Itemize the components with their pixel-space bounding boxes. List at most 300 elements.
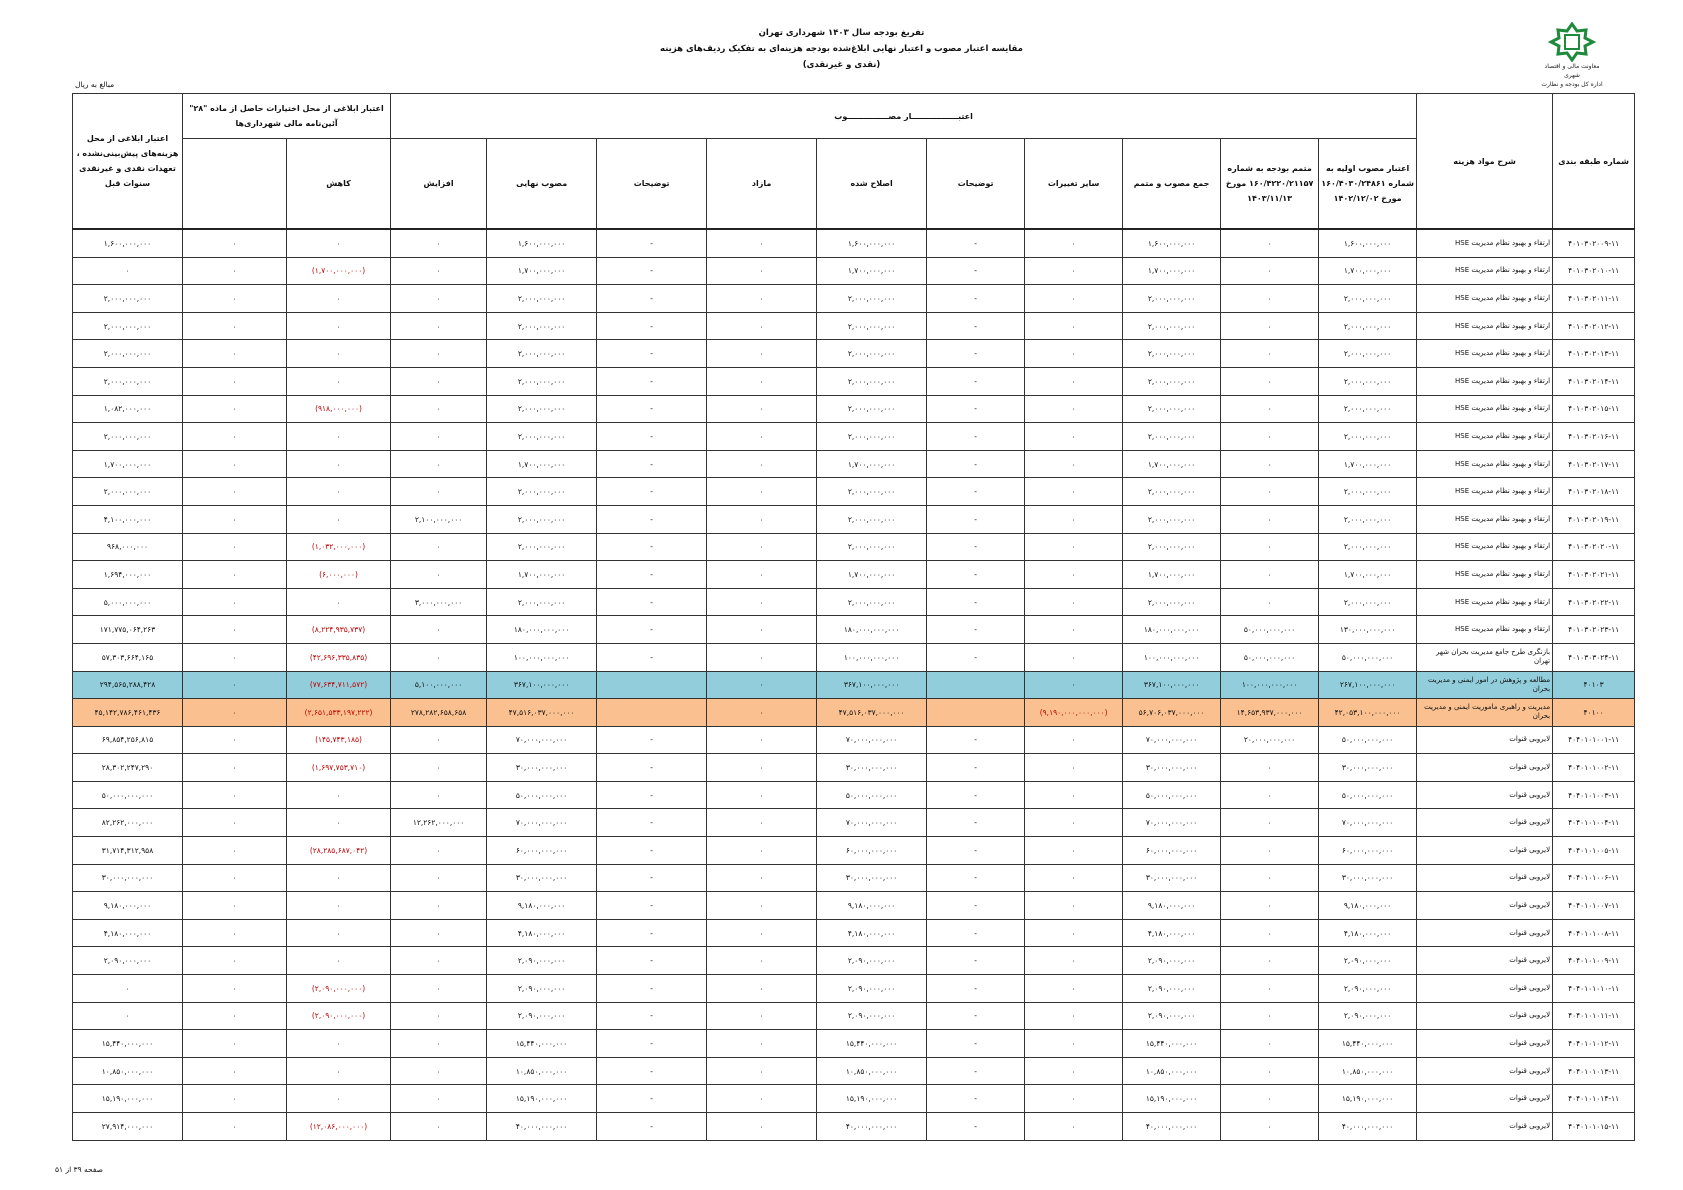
cell-final-credit: ۹,۱۸۰,۰۰۰,۰۰۰ — [73, 892, 183, 920]
cell-notes-1: - — [927, 285, 1025, 313]
cell-initial: ۲,۰۹۰,۰۰۰,۰۰۰ — [1319, 1002, 1417, 1030]
cell-supplement: ۰ — [1221, 975, 1319, 1003]
cell-increase: ۰ — [391, 285, 487, 313]
cell-supplement: ۰ — [1221, 781, 1319, 809]
cell-supplement: ۰ — [1221, 340, 1319, 368]
cell-other-changes: ۰ — [1025, 450, 1123, 478]
cell-prior-commitments: ۰ — [183, 367, 287, 395]
cell-amended: ۳۶۷,۱۰۰,۰۰۰,۰۰۰ — [817, 671, 927, 699]
cell-sum: ۲,۰۰۰,۰۰۰,۰۰۰ — [1123, 285, 1221, 313]
cell-sum: ۲,۰۰۰,۰۰۰,۰۰۰ — [1123, 423, 1221, 451]
cell-final-credit: ۰ — [73, 975, 183, 1003]
col-header-supplement: متمم بودجه به شماره ۱۶۰/۴۲۲۰/۲۱۱۵۷ مورخ ۱۴۰۳/۱۱/۱۳ — [1221, 139, 1319, 230]
cell-initial: ۴,۱۸۰,۰۰۰,۰۰۰ — [1319, 919, 1417, 947]
cell-prior-commitments: ۰ — [183, 423, 287, 451]
cell-supplement: ۰ — [1221, 1085, 1319, 1113]
cell-notes-1: - — [927, 1030, 1025, 1058]
cell-prior-commitments: ۰ — [183, 312, 287, 340]
cell-notes-2: - — [597, 616, 707, 644]
cell-prior-commitments: ۰ — [183, 809, 287, 837]
cell-sum: ۱۸۰,۰۰۰,۰۰۰,۰۰۰ — [1123, 616, 1221, 644]
cell-initial: ۱۰,۸۵۰,۰۰۰,۰۰۰ — [1319, 1057, 1417, 1085]
cell-increase: ۰ — [391, 1002, 487, 1030]
cell-notes-1: - — [927, 781, 1025, 809]
cell-surplus: ۰ — [707, 229, 817, 257]
cell-other-changes: ۰ — [1025, 505, 1123, 533]
cell-decrease: (۷۷,۶۳۴,۷۱۱,۵۷۲) — [287, 671, 391, 699]
cell-notes-2: - — [597, 726, 707, 754]
cell-notes-1: - — [927, 837, 1025, 865]
cell-initial: ۲,۰۰۰,۰۰۰,۰۰۰ — [1319, 478, 1417, 506]
cell-prior-commitments: ۰ — [183, 257, 287, 285]
cell-surplus: ۰ — [707, 1113, 817, 1141]
cell-notes-2: - — [597, 1002, 707, 1030]
cell-final-credit: ۶۹,۸۵۴,۲۵۶,۸۱۵ — [73, 726, 183, 754]
cell-prior-commitments: ۰ — [183, 919, 287, 947]
cell-increase: ۰ — [391, 423, 487, 451]
logo-caption-2: اداره کل بودجه و نظارت — [1541, 81, 1603, 88]
cell-final-credit: ۱,۰۸۲,۰۰۰,۰۰۰ — [73, 395, 183, 423]
cell-final-credit: ۱,۷۰۰,۰۰۰,۰۰۰ — [73, 450, 183, 478]
table-row — [73, 671, 1635, 699]
cell-increase: ۳,۰۰۰,۰۰۰,۰۰۰ — [391, 588, 487, 616]
cell-increase: ۵,۱۰۰,۰۰۰,۰۰۰ — [391, 671, 487, 699]
cell-prior-commitments: ۰ — [183, 754, 287, 782]
cell-initial: ۱,۷۰۰,۰۰۰,۰۰۰ — [1319, 257, 1417, 285]
cell-description: لایروبی قنوات — [1417, 864, 1553, 892]
cell-prior-commitments: ۰ — [183, 1057, 287, 1085]
cell-prior-commitments: ۰ — [183, 395, 287, 423]
col-group-approved: اعتبـــــــــــــــــار مصـــــــــــــــوب — [391, 94, 1417, 139]
cell-increase: ۰ — [391, 781, 487, 809]
cell-notes-1: - — [927, 533, 1025, 561]
cell-other-changes: ۰ — [1025, 864, 1123, 892]
cell-other-changes: ۰ — [1025, 588, 1123, 616]
cell-final-approved: ۹,۱۸۰,۰۰۰,۰۰۰ — [487, 892, 597, 920]
cell-initial: ۵۰,۰۰۰,۰۰۰,۰۰۰ — [1319, 643, 1417, 671]
cell-prior-commitments: ۰ — [183, 1085, 287, 1113]
cell-description: ارتقاء و بهبود نظام مدیریت HSE — [1417, 395, 1553, 423]
cell-prior-commitments: ۰ — [183, 478, 287, 506]
cell-decrease: (۱,۷۰۰,۰۰۰,۰۰۰) — [287, 257, 391, 285]
cell-final-approved: ۲,۰۹۰,۰۰۰,۰۰۰ — [487, 947, 597, 975]
cell-description: لایروبی قنوات — [1417, 1002, 1553, 1030]
cell-notes-1: - — [927, 616, 1025, 644]
cell-other-changes: ۰ — [1025, 285, 1123, 313]
cell-notes-1: - — [927, 505, 1025, 533]
cell-prior-commitments: ۰ — [183, 643, 287, 671]
cell-amended: ۲,۰۰۰,۰۰۰,۰۰۰ — [817, 533, 927, 561]
table-row — [73, 395, 1635, 423]
table-row — [73, 919, 1635, 947]
cell-prior-commitments: ۰ — [183, 340, 287, 368]
cell-other-changes: ۰ — [1025, 643, 1123, 671]
cell-other-changes: ۰ — [1025, 616, 1123, 644]
cell-code: ۴۰۱۰۳۰۲۰۱۳-۱۱ — [1553, 340, 1635, 368]
cell-sum: ۳۰,۰۰۰,۰۰۰,۰۰۰ — [1123, 864, 1221, 892]
cell-notes-2: - — [597, 533, 707, 561]
cell-code: ۴۰۱۰۳۰۲۰۲۰-۱۱ — [1553, 533, 1635, 561]
cell-increase: ۰ — [391, 754, 487, 782]
cell-initial: ۲,۰۹۰,۰۰۰,۰۰۰ — [1319, 947, 1417, 975]
cell-prior-commitments: ۰ — [183, 864, 287, 892]
cell-increase: ۰ — [391, 837, 487, 865]
cell-amended: ۱۵,۴۴۰,۰۰۰,۰۰۰ — [817, 1030, 927, 1058]
cell-surplus: ۰ — [707, 340, 817, 368]
col-header-notes-1: توضیحات — [927, 139, 1025, 230]
cell-prior-commitments: ۰ — [183, 1030, 287, 1058]
cell-code: ۴۰۱۰۳۰۲۰۲۱-۱۱ — [1553, 561, 1635, 589]
cell-decrease: (۲,۶۵۱,۵۳۳,۱۹۷,۲۲۲) — [287, 699, 391, 727]
cell-description: ارتقاء و بهبود نظام مدیریت HSE — [1417, 229, 1553, 257]
cell-sum: ۴۰,۰۰۰,۰۰۰,۰۰۰ — [1123, 1113, 1221, 1141]
cell-sum: ۲,۰۹۰,۰۰۰,۰۰۰ — [1123, 975, 1221, 1003]
cell-description: لایروبی قنوات — [1417, 947, 1553, 975]
cell-notes-2: - — [597, 395, 707, 423]
cell-notes-2: - — [597, 1085, 707, 1113]
cell-code: ۴۰۱۰۳۰۲۰۰۹-۱۱ — [1553, 229, 1635, 257]
cell-final-approved: ۱,۶۰۰,۰۰۰,۰۰۰ — [487, 229, 597, 257]
col-header-description: شرح مواد هزینه — [1417, 94, 1553, 230]
cell-description: ارتقاء و بهبود نظام مدیریت HSE — [1417, 285, 1553, 313]
cell-supplement: ۲۰,۰۰۰,۰۰۰,۰۰۰ — [1221, 726, 1319, 754]
cell-surplus: ۰ — [707, 478, 817, 506]
cell-surplus: ۰ — [707, 533, 817, 561]
cell-supplement: ۰ — [1221, 588, 1319, 616]
cell-notes-2: - — [597, 367, 707, 395]
cell-notes-1: - — [927, 1002, 1025, 1030]
cell-increase: ۰ — [391, 726, 487, 754]
cell-increase: ۰ — [391, 947, 487, 975]
cell-supplement: ۰ — [1221, 1057, 1319, 1085]
cell-increase: ۲,۱۰۰,۰۰۰,۰۰۰ — [391, 505, 487, 533]
cell-prior-commitments: ۰ — [183, 837, 287, 865]
cell-prior-commitments: ۰ — [183, 229, 287, 257]
cell-other-changes: ۰ — [1025, 340, 1123, 368]
cell-decrease: ۰ — [287, 1057, 391, 1085]
cell-final-approved: ۱۵,۱۹۰,۰۰۰,۰۰۰ — [487, 1085, 597, 1113]
table-row — [73, 229, 1635, 257]
cell-sum: ۱۵,۱۹۰,۰۰۰,۰۰۰ — [1123, 1085, 1221, 1113]
cell-description: ارتقاء و بهبود نظام مدیریت HSE — [1417, 478, 1553, 506]
table-row — [73, 423, 1635, 451]
cell-other-changes: ۰ — [1025, 257, 1123, 285]
cell-supplement: ۰ — [1221, 892, 1319, 920]
cell-final-credit: ۵۷,۳۰۳,۶۶۴,۱۶۵ — [73, 643, 183, 671]
cell-other-changes: ۰ — [1025, 919, 1123, 947]
cell-description: مطالعه و پژوهش در امور ایمنی و مدیریت بحران — [1417, 671, 1553, 699]
cell-decrease: ۰ — [287, 588, 391, 616]
cell-initial: ۴۰,۰۰۰,۰۰۰,۰۰۰ — [1319, 1113, 1417, 1141]
cell-description: ارتقاء و بهبود نظام مدیریت HSE — [1417, 533, 1553, 561]
cell-other-changes: ۰ — [1025, 671, 1123, 699]
table-row — [73, 892, 1635, 920]
cell-initial: ۲,۰۰۰,۰۰۰,۰۰۰ — [1319, 340, 1417, 368]
cell-prior-commitments: ۰ — [183, 671, 287, 699]
cell-initial: ۱,۷۰۰,۰۰۰,۰۰۰ — [1319, 450, 1417, 478]
cell-notes-1: - — [927, 561, 1025, 589]
cell-supplement: ۱۰۰,۰۰۰,۰۰۰,۰۰۰ — [1221, 671, 1319, 699]
cell-other-changes: ۰ — [1025, 1057, 1123, 1085]
cell-description: لایروبی قنوات — [1417, 726, 1553, 754]
cell-other-changes: ۰ — [1025, 1085, 1123, 1113]
cell-code: ۴۰۱۰۳ — [1553, 671, 1635, 699]
cell-prior-commitments: ۰ — [183, 285, 287, 313]
col-header-sum: جمع مصوب و متمم — [1123, 139, 1221, 230]
cell-sum: ۲,۰۰۰,۰۰۰,۰۰۰ — [1123, 395, 1221, 423]
cell-amended: ۲,۰۰۰,۰۰۰,۰۰۰ — [817, 423, 927, 451]
cell-final-approved: ۳۰,۰۰۰,۰۰۰,۰۰۰ — [487, 754, 597, 782]
cell-description: ارتقاء و بهبود نظام مدیریت HSE — [1417, 561, 1553, 589]
cell-amended: ۲,۰۰۰,۰۰۰,۰۰۰ — [817, 478, 927, 506]
cell-increase: ۰ — [391, 561, 487, 589]
col-header-increase: افزایش — [391, 139, 487, 230]
cell-final-approved: ۱,۷۰۰,۰۰۰,۰۰۰ — [487, 257, 597, 285]
cell-other-changes: ۰ — [1025, 781, 1123, 809]
cell-amended: ۱۵,۱۹۰,۰۰۰,۰۰۰ — [817, 1085, 927, 1113]
cell-final-credit: ۲,۰۰۰,۰۰۰,۰۰۰ — [73, 367, 183, 395]
cell-supplement: ۰ — [1221, 312, 1319, 340]
cell-other-changes: ۰ — [1025, 975, 1123, 1003]
budget-table-body — [73, 229, 1635, 1140]
cell-final-credit: ۱۵,۱۹۰,۰۰۰,۰۰۰ — [73, 1085, 183, 1113]
cell-prior-commitments: ۰ — [183, 781, 287, 809]
cell-description: لایروبی قنوات — [1417, 892, 1553, 920]
cell-increase: ۰ — [391, 367, 487, 395]
cell-code: ۴۰۴۰۱۰۱۰۰۷-۱۱ — [1553, 892, 1635, 920]
cell-notes-1: - — [927, 312, 1025, 340]
cell-notes-2: - — [597, 781, 707, 809]
cell-initial: ۲,۰۰۰,۰۰۰,۰۰۰ — [1319, 588, 1417, 616]
cell-supplement: ۰ — [1221, 864, 1319, 892]
cell-notes-2: - — [597, 505, 707, 533]
cell-code: ۴۰۴۰۱۰۱۰۰۴-۱۱ — [1553, 809, 1635, 837]
cell-decrease: ۰ — [287, 892, 391, 920]
cell-description: ارتقاء و بهبود نظام مدیریت HSE — [1417, 423, 1553, 451]
cell-decrease: ۰ — [287, 478, 391, 506]
table-row — [73, 975, 1635, 1003]
currency-unit-note: مبالغ به ریال — [75, 80, 115, 89]
cell-notes-2: - — [597, 229, 707, 257]
table-row — [73, 947, 1635, 975]
table-row — [73, 1002, 1635, 1030]
cell-amended: ۱۰۰,۰۰۰,۰۰۰,۰۰۰ — [817, 643, 927, 671]
cell-code: ۴۰۴۰۱۰۱۰۰۱-۱۱ — [1553, 726, 1635, 754]
cell-notes-2: - — [597, 588, 707, 616]
cell-description: ارتقاء و بهبود نظام مدیریت HSE — [1417, 367, 1553, 395]
cell-decrease: ۰ — [287, 809, 391, 837]
cell-other-changes: ۰ — [1025, 947, 1123, 975]
col-header-final-approved: مصوب نهایی — [487, 139, 597, 230]
logo-caption-1: معاونت مالی و اقتصاد شهری — [1544, 63, 1600, 79]
cell-decrease: ۰ — [287, 1030, 391, 1058]
cell-sum: ۳۶۷,۱۰۰,۰۰۰,۰۰۰ — [1123, 671, 1221, 699]
cell-sum: ۳۰,۰۰۰,۰۰۰,۰۰۰ — [1123, 754, 1221, 782]
cell-notes-2 — [597, 671, 707, 699]
cell-notes-1: - — [927, 864, 1025, 892]
cell-final-credit: ۰ — [73, 1002, 183, 1030]
cell-final-approved: ۱۵,۴۴۰,۰۰۰,۰۰۰ — [487, 1030, 597, 1058]
cell-supplement: ۰ — [1221, 809, 1319, 837]
cell-surplus: ۰ — [707, 643, 817, 671]
cell-notes-2: - — [597, 837, 707, 865]
cell-amended: ۴,۱۸۰,۰۰۰,۰۰۰ — [817, 919, 927, 947]
table-row — [73, 837, 1635, 865]
cell-amended: ۹,۱۸۰,۰۰۰,۰۰۰ — [817, 892, 927, 920]
cell-final-credit: ۲۹۴,۵۶۵,۲۸۸,۴۲۸ — [73, 671, 183, 699]
cell-amended: ۲,۰۹۰,۰۰۰,۰۰۰ — [817, 975, 927, 1003]
cell-notes-2: - — [597, 285, 707, 313]
cell-notes-2: - — [597, 975, 707, 1003]
cell-final-credit: ۲,۰۹۰,۰۰۰,۰۰۰ — [73, 947, 183, 975]
cell-initial: ۴۲,۰۵۳,۱۰۰,۰۰۰,۰۰۰ — [1319, 699, 1417, 727]
cell-code: ۴۰۴۰۱۰۱۰۱۰-۱۱ — [1553, 975, 1635, 1003]
cell-final-approved: ۶۰,۰۰۰,۰۰۰,۰۰۰ — [487, 837, 597, 865]
table-row — [73, 1113, 1635, 1141]
cell-final-credit: ۲۸,۳۰۲,۲۴۷,۲۹۰ — [73, 754, 183, 782]
cell-initial: ۲,۰۰۰,۰۰۰,۰۰۰ — [1319, 423, 1417, 451]
cell-final-approved: ۷۰,۰۰۰,۰۰۰,۰۰۰ — [487, 809, 597, 837]
table-row — [73, 781, 1635, 809]
cell-sum: ۲,۰۰۰,۰۰۰,۰۰۰ — [1123, 367, 1221, 395]
cell-decrease: ۰ — [287, 423, 391, 451]
cell-surplus: ۰ — [707, 1057, 817, 1085]
cell-description: ارتقاء و بهبود نظام مدیریت HSE — [1417, 340, 1553, 368]
cell-notes-1: - — [927, 257, 1025, 285]
cell-sum: ۹,۱۸۰,۰۰۰,۰۰۰ — [1123, 892, 1221, 920]
cell-initial: ۱,۶۰۰,۰۰۰,۰۰۰ — [1319, 229, 1417, 257]
cell-final-credit: ۳۱,۷۱۴,۳۱۲,۹۵۸ — [73, 837, 183, 865]
cell-notes-1 — [927, 671, 1025, 699]
cell-decrease: (۶,۰۰۰,۰۰۰) — [287, 561, 391, 589]
cell-final-credit: ۱,۶۰۰,۰۰۰,۰۰۰ — [73, 229, 183, 257]
cell-amended: ۲,۰۰۰,۰۰۰,۰۰۰ — [817, 367, 927, 395]
cell-final-approved: ۱,۷۰۰,۰۰۰,۰۰۰ — [487, 561, 597, 589]
cell-decrease: (۱۲,۰۸۶,۰۰۰,۰۰۰) — [287, 1113, 391, 1141]
cell-initial: ۲,۰۹۰,۰۰۰,۰۰۰ — [1319, 975, 1417, 1003]
report-title: تفریغ بودجه سال ۱۴۰۳ شهرداری تهران — [758, 28, 925, 38]
cell-other-changes: ۰ — [1025, 1113, 1123, 1141]
cell-final-approved: ۲,۰۰۰,۰۰۰,۰۰۰ — [487, 312, 597, 340]
cell-increase: ۲۷۸,۲۸۲,۶۵۸,۶۵۸ — [391, 699, 487, 727]
page-number: صفحه ۳۹ از ۵۱ — [55, 1165, 104, 1174]
cell-prior-commitments: ۰ — [183, 533, 287, 561]
cell-initial: ۵۰,۰۰۰,۰۰۰,۰۰۰ — [1319, 726, 1417, 754]
cell-other-changes: ۰ — [1025, 837, 1123, 865]
cell-initial: ۹,۱۸۰,۰۰۰,۰۰۰ — [1319, 892, 1417, 920]
cell-amended: ۳۰,۰۰۰,۰۰۰,۰۰۰ — [817, 864, 927, 892]
cell-decrease: ۰ — [287, 285, 391, 313]
cell-surplus: ۰ — [707, 947, 817, 975]
cell-prior-commitments: ۰ — [183, 726, 287, 754]
cell-increase: ۰ — [391, 1057, 487, 1085]
cell-supplement: ۰ — [1221, 1113, 1319, 1141]
cell-increase: ۱۲,۲۶۲,۰۰۰,۰۰۰ — [391, 809, 487, 837]
cell-final-credit: ۱۷۱,۷۷۵,۰۶۴,۲۶۳ — [73, 616, 183, 644]
cell-notes-1: - — [927, 588, 1025, 616]
cell-final-credit: ۱۵,۴۴۰,۰۰۰,۰۰۰ — [73, 1030, 183, 1058]
cell-notes-2 — [597, 699, 707, 727]
cell-final-credit: ۸۲,۲۶۲,۰۰۰,۰۰۰ — [73, 809, 183, 837]
cell-description: بازنگری طرح جامع مدیریت بحران شهر تهران — [1417, 643, 1553, 671]
table-row — [73, 367, 1635, 395]
col-group-article28: اعتبار ابلاغی از محل اختیارات حاصل از ماده "۲۸" آئین‌نامه مالی شهرداری‌ها — [183, 94, 391, 139]
cell-amended: ۲,۰۰۰,۰۰۰,۰۰۰ — [817, 285, 927, 313]
cell-sum: ۴,۱۸۰,۰۰۰,۰۰۰ — [1123, 919, 1221, 947]
cell-final-approved: ۱۸۰,۰۰۰,۰۰۰,۰۰۰ — [487, 616, 597, 644]
cell-final-credit: ۴,۱۰۰,۰۰۰,۰۰۰ — [73, 505, 183, 533]
cell-other-changes: ۰ — [1025, 754, 1123, 782]
cell-notes-1: - — [927, 1057, 1025, 1085]
cell-initial: ۱,۷۰۰,۰۰۰,۰۰۰ — [1319, 561, 1417, 589]
cell-description: لایروبی قنوات — [1417, 809, 1553, 837]
cell-sum: ۵۶,۷۰۶,۰۳۷,۰۰۰,۰۰۰ — [1123, 699, 1221, 727]
cell-surplus: ۰ — [707, 312, 817, 340]
cell-initial: ۷۰,۰۰۰,۰۰۰,۰۰۰ — [1319, 809, 1417, 837]
cell-supplement: ۰ — [1221, 561, 1319, 589]
cell-other-changes: ۰ — [1025, 1030, 1123, 1058]
cell-sum: ۲,۰۰۰,۰۰۰,۰۰۰ — [1123, 505, 1221, 533]
cell-description: مدیریت و راهبری ماموریت ایمنی و مدیریت بحران — [1417, 699, 1553, 727]
report-titles — [0, 25, 1683, 73]
cell-increase: ۰ — [391, 478, 487, 506]
cell-notes-2: - — [597, 478, 707, 506]
table-row — [73, 505, 1635, 533]
cell-increase: ۰ — [391, 229, 487, 257]
cell-prior-commitments: ۰ — [183, 450, 287, 478]
cell-initial: ۲,۰۰۰,۰۰۰,۰۰۰ — [1319, 533, 1417, 561]
cell-decrease: ۰ — [287, 505, 391, 533]
cell-code: ۴۰۱۰۰ — [1553, 699, 1635, 727]
cell-notes-2: - — [597, 1030, 707, 1058]
cell-prior-commitments: ۰ — [183, 561, 287, 589]
cell-supplement: ۰ — [1221, 423, 1319, 451]
cell-notes-2: - — [597, 919, 707, 947]
cell-final-approved: ۱۰۰,۰۰۰,۰۰۰,۰۰۰ — [487, 643, 597, 671]
cell-sum: ۱۵,۴۴۰,۰۰۰,۰۰۰ — [1123, 1030, 1221, 1058]
cell-supplement: ۰ — [1221, 1030, 1319, 1058]
cell-final-approved: ۲,۰۰۰,۰۰۰,۰۰۰ — [487, 367, 597, 395]
cell-sum: ۲,۰۰۰,۰۰۰,۰۰۰ — [1123, 312, 1221, 340]
table-row — [73, 478, 1635, 506]
cell-final-credit: ۲,۰۰۰,۰۰۰,۰۰۰ — [73, 340, 183, 368]
cell-decrease: ۰ — [287, 864, 391, 892]
cell-surplus: ۰ — [707, 588, 817, 616]
cell-other-changes: ۰ — [1025, 726, 1123, 754]
cell-supplement: ۰ — [1221, 947, 1319, 975]
cell-final-approved: ۲,۰۰۰,۰۰۰,۰۰۰ — [487, 423, 597, 451]
cell-final-credit: ۵۰,۰۰۰,۰۰۰,۰۰۰ — [73, 781, 183, 809]
cell-prior-commitments: ۰ — [183, 505, 287, 533]
cell-code: ۴۰۴۰۱۰۱۰۰۹-۱۱ — [1553, 947, 1635, 975]
cell-code: ۴۰۱۰۳۰۲۰۱۸-۱۱ — [1553, 478, 1635, 506]
cell-sum: ۲,۰۰۰,۰۰۰,۰۰۰ — [1123, 478, 1221, 506]
cell-increase: ۰ — [391, 1085, 487, 1113]
cell-supplement: ۰ — [1221, 837, 1319, 865]
cell-final-approved: ۲,۰۰۰,۰۰۰,۰۰۰ — [487, 505, 597, 533]
cell-sum: ۲,۰۹۰,۰۰۰,۰۰۰ — [1123, 1002, 1221, 1030]
cell-decrease: (۴۲,۶۹۶,۳۳۵,۸۳۵) — [287, 643, 391, 671]
report-subtitle-note: (نقدی و غیرنقدی) — [802, 60, 881, 70]
cell-description: لایروبی قنوات — [1417, 1113, 1553, 1141]
cell-notes-1: - — [927, 975, 1025, 1003]
cell-surplus: ۰ — [707, 809, 817, 837]
cell-amended: ۱,۷۰۰,۰۰۰,۰۰۰ — [817, 561, 927, 589]
cell-increase: ۰ — [391, 975, 487, 1003]
cell-increase: ۰ — [391, 312, 487, 340]
cell-notes-2: - — [597, 892, 707, 920]
cell-sum: ۲,۰۰۰,۰۰۰,۰۰۰ — [1123, 340, 1221, 368]
